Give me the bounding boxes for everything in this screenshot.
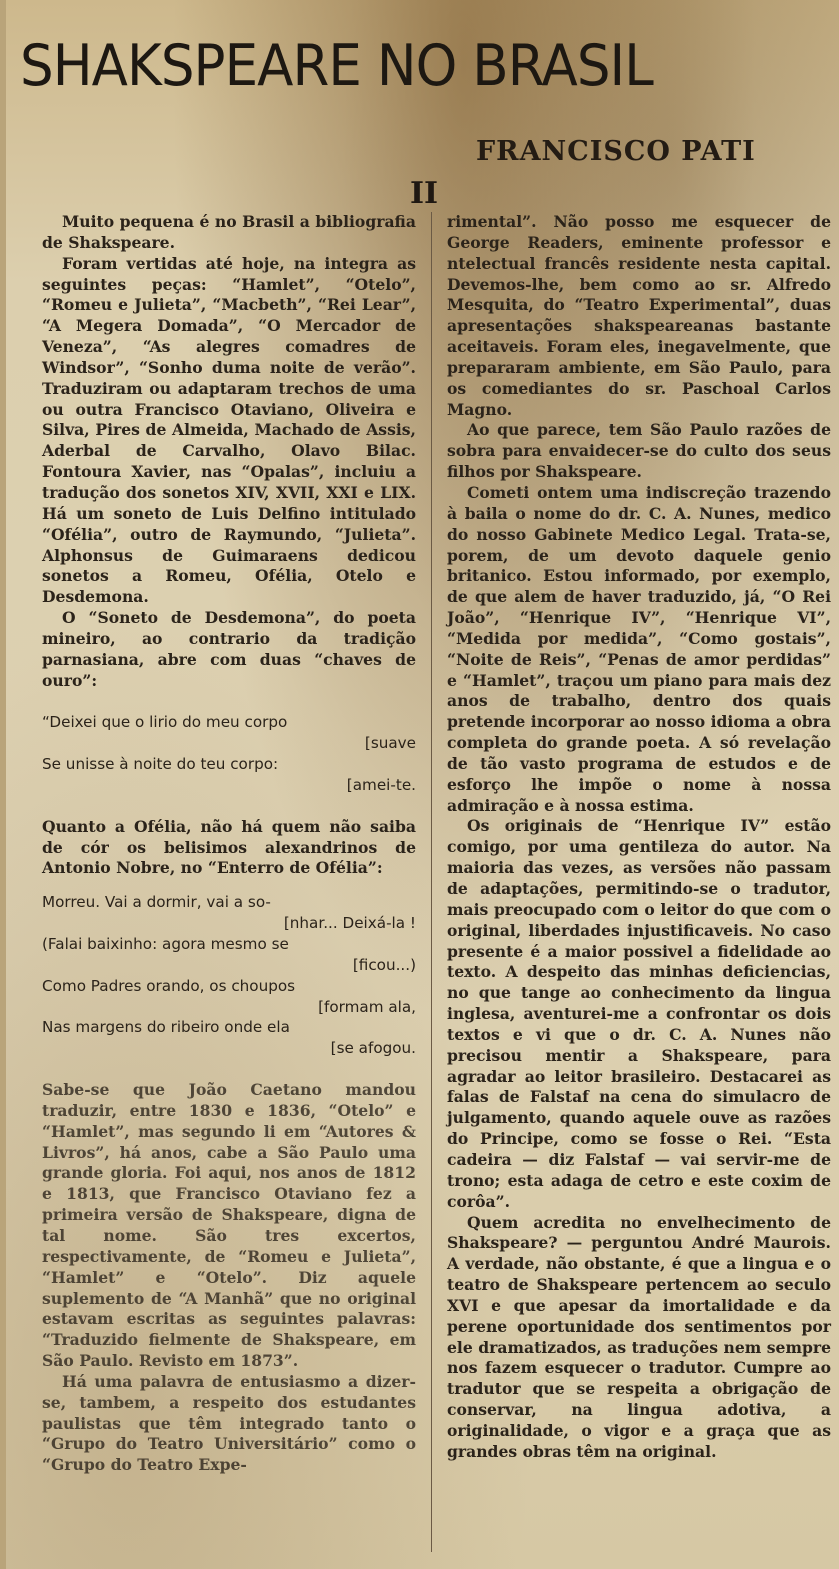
paragraph: Ao que parece, tem São Paulo razões de sobra para envaidecer-se do culto dos seus filhos por Shakspeare. — [447, 420, 831, 482]
column-divider — [431, 212, 432, 1552]
verse-line: Morreu. Vai a dormir, vai a so- — [42, 893, 271, 912]
verse-line: Nas margens do ribeiro onde ela — [42, 1018, 290, 1037]
verse-block — [42, 892, 416, 1059]
verse-line: Como Padres orando, os choupos — [42, 976, 296, 995]
headline: SHAKSPEARE NO BRASIL — [20, 33, 653, 99]
paragraph: Sabe-se que João Caetano mandou traduzir, entre 1830 e 1836, “Otelo” e “Hamlet”, mas segundo li em “Autores & Livros”, há anos, cabe a São Paulo uma grande gloria. Foi aqui, nos anos de 1812 e 1813, que Francisco Otaviano fez a primeira versão de Shakspeare, digna de tal nome. São tres excertos, respectivamente, de “Romeu e Julieta”, “Hamlet” e “Otelo”. Diz aquele suplemento de “A Manhã” que no original estavam escritas as seguintes palavras: “Traduzido fielmente de Shakspeare, em São Paulo. Revisto em 1873”. — [42, 1080, 416, 1371]
paragraph: Quem acredita no envelhecimento de Shakspeare? — perguntou André Maurois. A verdade, não obstante, é que a lingua e o teatro de Shakspeare pertencem ao seculo XVI e que apesar da imortalidade e da perene oportunidade dos sentimentos por ele dramatizados, as traduções nem sempre nos fazem esquecer o tradutor. Cumpre ao tradutor que se respeita a obrigação de conservar, na lingua adotiva, a originalidade, o vigor e a graça que as grandes obras têm na original. — [447, 1212, 831, 1461]
paragraph: Muito pequena é no Brasil a bibliografia de Shakspeare. — [42, 212, 416, 252]
paragraph: Foram vertidas até hoje, na integra as seguintes peças: “Hamlet”, “Otelo”, “Romeu e Julieta”, “Macbeth”, “Rei Lear”, “A Megera Domada”, “O Mercador de Veneza”, “As alegres comadres de Windsor”, “Sonho duma noite de verão”. Traduziram ou adaptaram trechos de uma ou outra Francisco Otaviano, Oliveira e Silva, Pires de Almeida, Machado de Assis, Aderbal de Carvalho, Olavo Bilac. Fontoura Xavier, nas “Opalas”, incluiu a tradução dos sonetos XIV, XVII, XXI e LIX. Há um soneto de Luis Delfino intitulado “Ofélia”, outro de Raymundo, “Julieta”. Alphonsus de Guimaraens dedicou sonetos a Romeu, Ofélia, Otelo e Desdemona. — [42, 253, 416, 607]
left-column — [42, 212, 416, 1476]
paragraph: rimental”. Não posso me esquecer de George Readers, eminente professor e ntelectual francês residente nesta capital. Devemos-lhe, bem como ao sr. Alfredo Mesquita, do “Teatro Experimental”, duas apresentações shakspeareanas bastante aceitaveis. Foram eles, inegavelmente, que prepararam ambiente, em São Paulo, para os comediantes do sr. Paschoal Carlos Magno. — [447, 212, 831, 419]
paragraph: O “Soneto de Desdemona”, do poeta mineiro, ao contrario da tradição parnasiana, abre com duas “chaves de ouro”: — [42, 608, 416, 690]
verse-continuation: [formam ala, — [318, 997, 416, 1016]
verse-line: (Falai baixinho: agora mesmo se — [42, 935, 289, 953]
verse-line: “Deixei que o lirio do meu corpo — [42, 713, 288, 732]
paragraph: Os originais de “Henrique IV” estão comigo, por uma gentileza do autor. Na maioria das vezes, as versões não passam de adaptações, permitindo-se o tradutor, mais preocupado com o leitor do que com o original, liberdades injustificaveis. No caso presente é a maior possivel a fidelidade ao texto. A despeito das minhas deficiencias, no que tange ao conhecimento da lingua inglesa, aventurei-me a confrontar os dois textos e vi que o dr. C. A. Nunes não precisou mentir a Shakspeare, para agradar ao leitor brasileiro. Destacarei as falas de Falstaf na cena do simulacro de julgamento, quando aquele ouve as razões do Principe, como se fosse o Rei. “Esta cadeira — diz Falstaf — vai servir-me de trono; esta adaga de cetro e este coxim de corôa”. — [447, 816, 831, 1211]
verse-line: Se unisse à noite do teu corpo: — [42, 755, 279, 774]
author-byline: FRANCISCO PATI — [476, 136, 756, 167]
verse-continuation: [amei-te. — [346, 775, 416, 794]
verse-continuation: [nhar... Deixá-la ! — [283, 914, 416, 933]
verse-continuation: [ficou...) — [352, 955, 416, 974]
verse-continuation: [suave — [364, 734, 416, 753]
paragraph: Há uma palavra de entusiasmo a dizer-se, tambem, a respeito dos estudantes paulistas que têm integrado tanto o “Grupo do Teatro Universitário” como o “Grupo do Teatro Expe- — [42, 1371, 416, 1475]
paragraph: Quanto a Ofélia, não há quem não saiba de cór os belisimos alexandrinos de Antonio Nobre, no “Enterro de Ofélia”: — [42, 816, 416, 878]
paragraph: Cometi ontem uma indiscreção trazendo à baila o nome do dr. C. A. Nunes, medico do nosso Gabinete Medico Legal. Trata-se, porem, de um devoto daquele genio britanico. Estou informado, por exemplo, de que alem de haver traduzido, já, “O Rei João”, “Henrique IV”, “Henrique VI”, “Medida por medida”, “Como gostais”, “Noite de Reis”, “Penas de amor perdidas” e “Hamlet”, traçou um piano para mais dez anos de trabalho, dentro dos quais pretende incorporar ao nosso idioma a obra completa do grande poeta. A só revelação de tão vasto programa de estudos e de esforço lhe impõe o nome à nossa admiração e à nossa estima. — [447, 482, 831, 815]
verse-continuation: [se afogou. — [330, 1039, 416, 1058]
right-column — [447, 212, 831, 1463]
verse-block — [42, 712, 416, 795]
part-number: II — [410, 176, 439, 211]
